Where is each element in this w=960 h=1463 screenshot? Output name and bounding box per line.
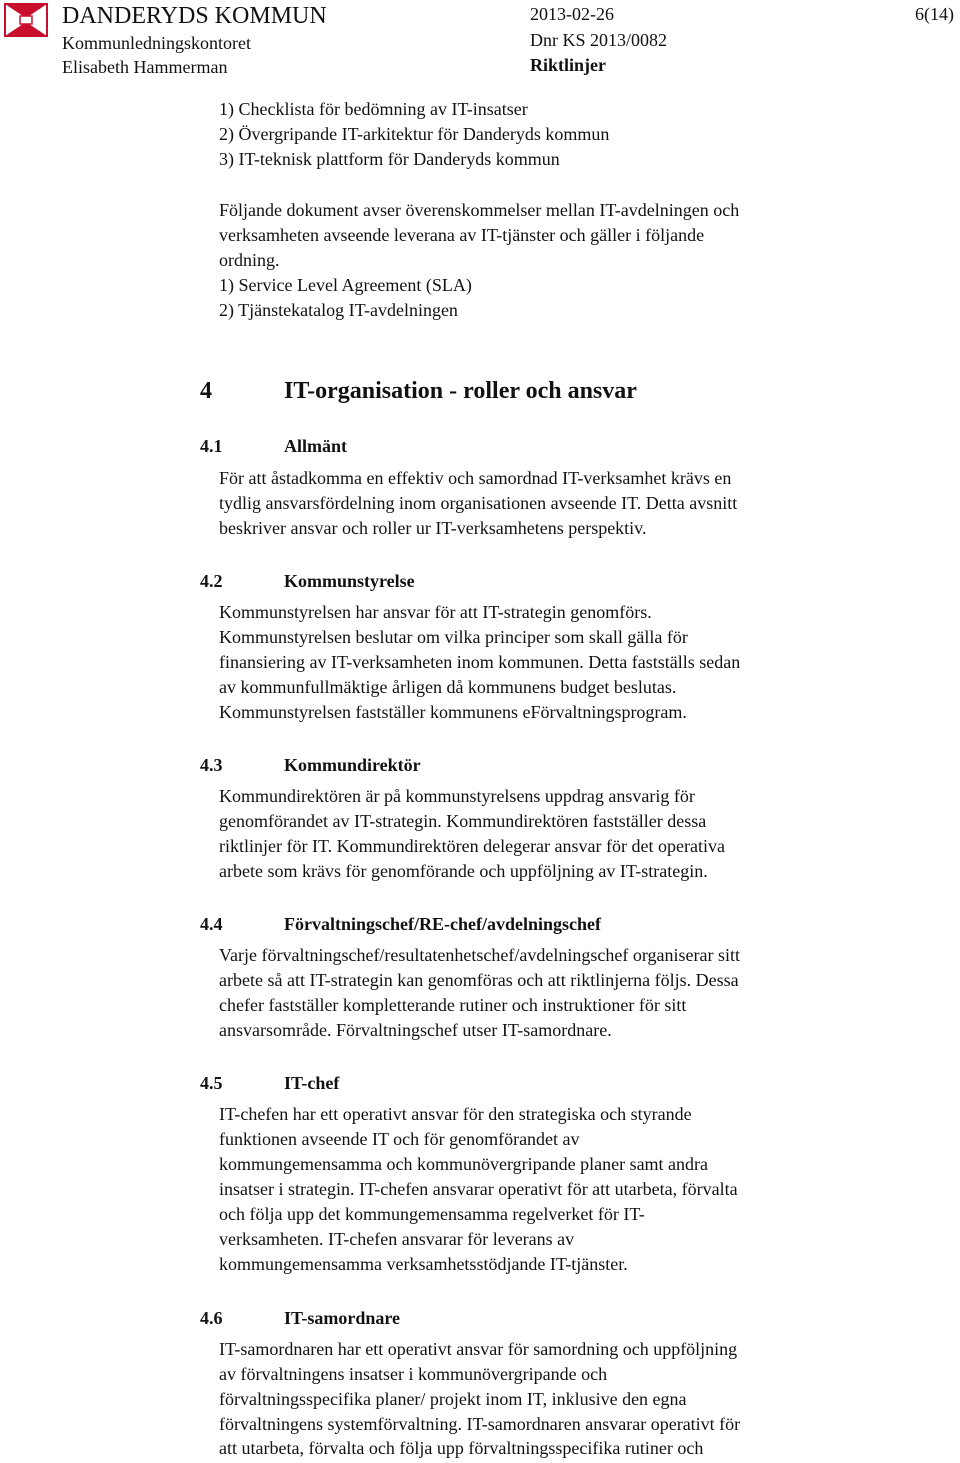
paragraph-line: genomförandet av IT-strategin. Kommundirektören fastställer dessa [219, 811, 707, 831]
section-number: 4.6 [200, 1308, 223, 1328]
header-date: 2013-02-26 [530, 4, 614, 24]
section-title: IT-samordnare [284, 1308, 401, 1328]
list-item: 2) Övergripande IT-arkitektur för Danderyds kommun [219, 124, 610, 144]
section-title: IT-chef [284, 1073, 340, 1093]
paragraph-line: Kommunstyrelsen har ansvar för att IT-strategin genomförs. [219, 602, 652, 622]
paragraph-line: tydlig ansvarsfördelning inom organisationen avseende IT. Detta avsnitt [219, 493, 738, 513]
section-number: 4.5 [200, 1073, 223, 1093]
paragraph-line: För att åstadkomma en effektiv och samordnad IT-verksamhet krävs en [219, 468, 732, 488]
paragraph-line: och följa upp det kommungemensamma regelverket för IT- [219, 1204, 645, 1224]
municipal-coat-of-arms-logo [4, 2, 48, 38]
paragraph-line: Kommunstyrelsen fastställer kommunens eFörvaltningsprogram. [219, 702, 687, 722]
paragraph-line: Varje förvaltningschef/resultatenhetschef/avdelningschef organiserar sitt [219, 945, 740, 965]
header-org-name: DANDERYDS KOMMUN [62, 3, 327, 29]
paragraph-line: Kommunstyrelsen beslutar om vilka principer som skall gälla för [219, 627, 688, 647]
list-item: 1) Checklista för bedömning av IT-insatser [219, 99, 528, 119]
paragraph-line: finansiering av IT-verksamheten inom kommunen. Detta fastställs sedan [219, 652, 741, 672]
paragraph-line: Kommundirektören är på kommunstyrelsens uppdrag ansvarig för [219, 786, 695, 806]
chapter-number: 4 [200, 378, 212, 404]
paragraph-line: IT-chefen har ett operativt ansvar för den strategiska och styrande [219, 1104, 692, 1124]
section-number: 4.4 [200, 914, 223, 934]
header-office: Kommunledningskontoret [62, 33, 251, 53]
header-dnr: Dnr KS 2013/0082 [530, 30, 668, 50]
paragraph-line: ordning. [219, 250, 280, 270]
paragraph-line: kommungemensamma och kommunövergripande planer samt andra [219, 1154, 709, 1174]
paragraph-line: Följande dokument avser överenskommelser mellan IT-avdelningen och [219, 200, 740, 220]
section-number: 4.3 [200, 755, 223, 775]
paragraph-line: förvaltningens systemförvaltning. IT-samordnaren ansvarar operativt för [219, 1414, 741, 1434]
paragraph-line: förvaltningsspecifika planer/ projekt inom IT, inklusive den egna [219, 1389, 687, 1409]
paragraph-line: av kommunfullmäktige årligen då kommunens budget beslutas. [219, 677, 677, 697]
paragraph-line: verksamheten avseende leverana av IT-tjänster och gäller i följande [219, 225, 705, 245]
section-title: Förvaltningschef/RE-chef/avdelningschef [284, 914, 601, 934]
paragraph-line: att utarbeta, förvalta och följa upp förvaltningsspecifika rutiner och [219, 1438, 704, 1458]
paragraph-line: IT-samordnaren har ett operativt ansvar för samordning och uppföljning [219, 1339, 738, 1359]
header-doctype: Riktlinjer [530, 55, 606, 75]
paragraph-line: ansvarsområde. Förvaltningschef utser IT-samordnare. [219, 1020, 612, 1040]
list-item: 1) Service Level Agreement (SLA) [219, 275, 472, 295]
paragraph-line: arbete som krävs för genomförande och uppföljning av IT-strategin. [219, 861, 708, 881]
paragraph-line: arbete så att IT-strategin kan genomföras och att riktlinjerna följs. Dessa [219, 970, 739, 990]
header-author: Elisabeth Hammerman [62, 57, 228, 77]
page-number: 6(14) [915, 4, 954, 24]
paragraph-line: av förvaltningens insatser i kommunövergripande och [219, 1364, 608, 1384]
list-item: 3) IT-teknisk plattform för Danderyds kommun [219, 149, 560, 169]
paragraph-line: kommungemensamma verksamhetsstödjande IT-tjänster. [219, 1254, 628, 1274]
section-number: 4.1 [200, 436, 223, 456]
paragraph-line: insatser i strategin. IT-chefen ansvarar operativt för att utarbeta, förvalta [219, 1179, 738, 1199]
section-title: Kommunstyrelse [284, 571, 415, 591]
list-item: 2) Tjänstekatalog IT-avdelningen [219, 300, 458, 320]
paragraph-line: riktlinjer för IT. Kommundirektören delegerar ansvar för det operativa [219, 836, 725, 856]
section-title: Kommundirektör [284, 755, 421, 775]
paragraph-line: beskriver ansvar och roller ur IT-verksamhetens perspektiv. [219, 518, 647, 538]
paragraph-line: funktionen avseende IT och för genomförandet av [219, 1129, 580, 1149]
paragraph-line: chefer fastställer kompletterande rutiner och instruktioner för sitt [219, 995, 687, 1015]
section-number: 4.2 [200, 571, 223, 591]
chapter-title: IT-organisation - roller och ansvar [284, 378, 637, 404]
paragraph-line: verksamheten. IT-chefen ansvarar för leverans av [219, 1229, 575, 1249]
section-title: Allmänt [284, 436, 347, 456]
